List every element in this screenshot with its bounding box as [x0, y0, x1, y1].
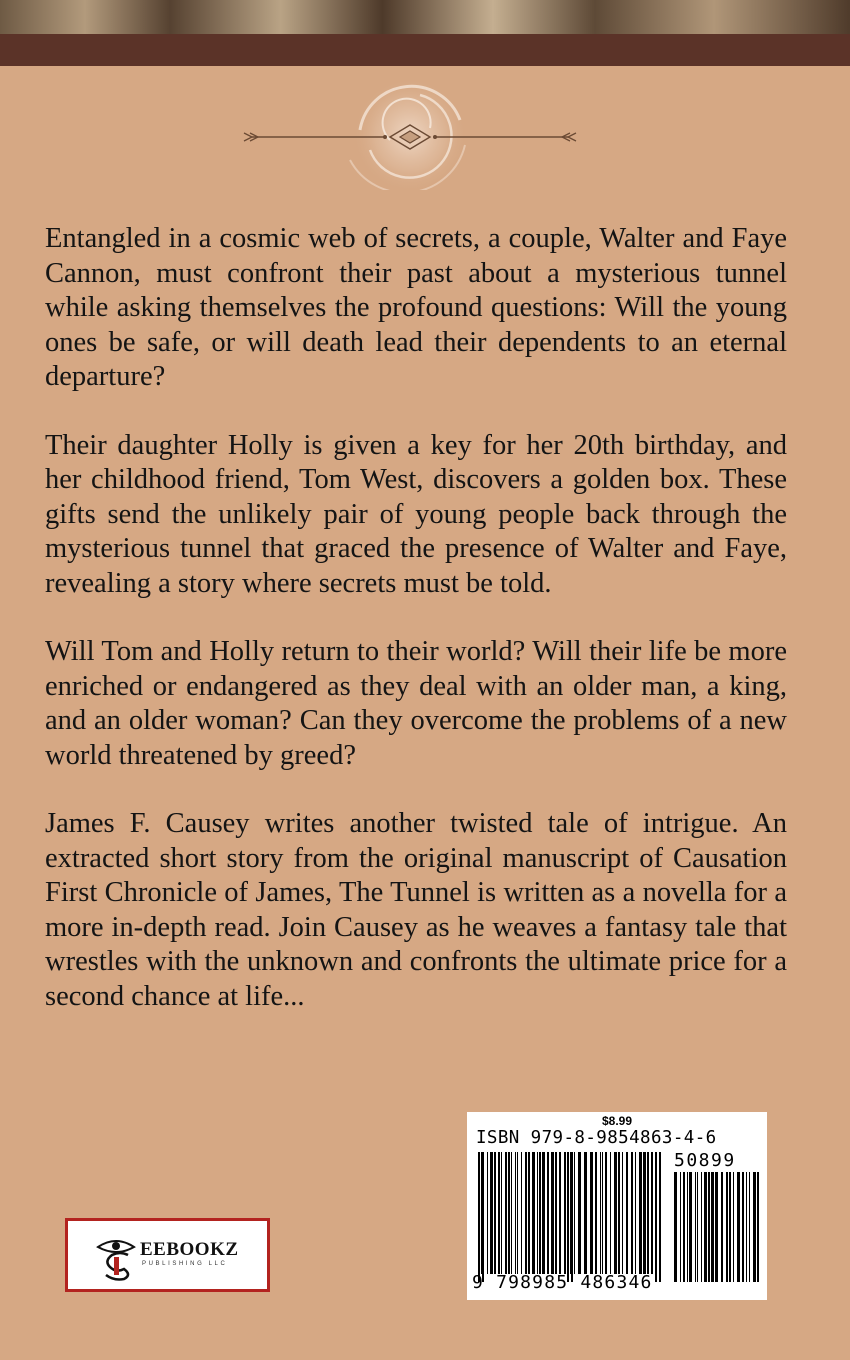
marble-top-strip	[0, 0, 850, 34]
price-addon-number: 50899	[674, 1150, 736, 1171]
isbn-number: ISBN 979-8-9854863-4-6	[476, 1128, 717, 1148]
blurb-paragraph-2: Their daughter Holly is given a key for her 20th birthday, and her childhood friend, Tom West, discovers a golden box. These gifts send the unlikely pair of young people back through the mysterious tunnel that graced the presence of Walter and Faye, revealing a story where secrets must be told.	[45, 429, 787, 599]
publisher-name: EEBOOKZ	[140, 1239, 239, 1260]
swirl-divider-ornament-icon	[230, 70, 620, 190]
blurb-paragraph-4: James F. Causey writes another twisted tale of intrigue. An extracted short story from the original manuscript of Causation First Chronicle of James, The Tunnel is written as a novella for a more in-depth read. Join Causey as he weaves a fantasy tale that wrestles with the unknown and confronts the ultimate price for a second chance at life...	[45, 808, 787, 1012]
ean-number: 9 798985 486346	[472, 1272, 653, 1293]
price-label: $8.99	[601, 1114, 633, 1128]
back-cover-blurb	[45, 222, 787, 1048]
top-color-band	[0, 34, 850, 66]
publisher-logo	[65, 1218, 270, 1292]
eye-logo-icon	[94, 1233, 140, 1281]
isbn-barcode	[467, 1112, 767, 1300]
blurb-paragraph-3: Will Tom and Holly return to their world? Will their life be more enriched or endangered as they deal with an older man, a king, and an older woman? Can they overcome the problems of a new world threatened by greed?	[45, 636, 787, 771]
blurb-paragraph-1: Entangled in a cosmic web of secrets, a couple, Walter and Faye Cannon, must confront their past about a mysterious tunnel while asking themselves the profound questions: Will the young ones be safe, or will death lead their dependents to an eternal departure?	[45, 223, 787, 392]
publisher-subtitle: PUBLISHING LLC	[142, 1261, 228, 1267]
